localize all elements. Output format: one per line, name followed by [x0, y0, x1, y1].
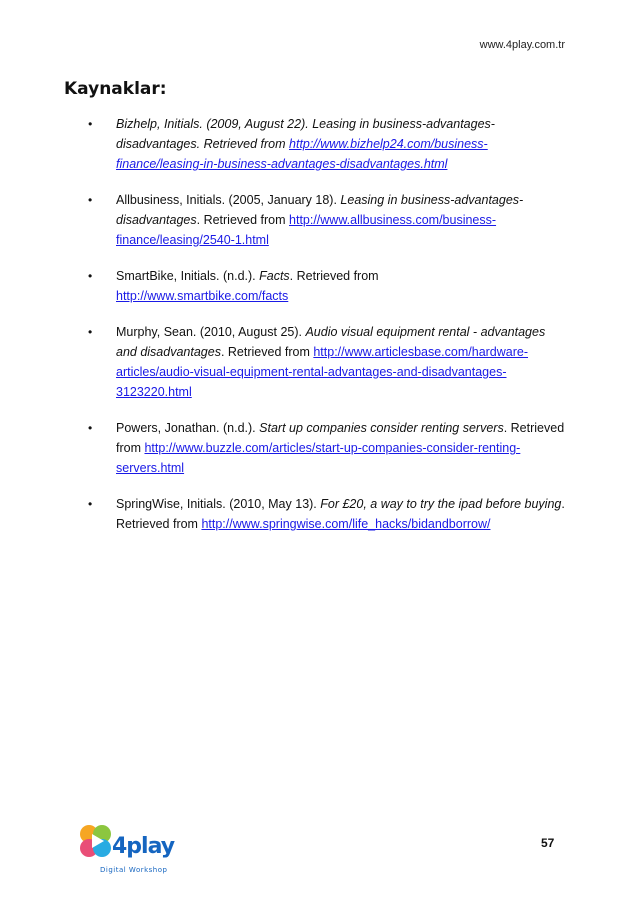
logo-tagline: Digital Workshop — [100, 866, 168, 874]
reference-title: Leasing in business-advantages-disadvantages — [116, 193, 524, 227]
reference-item — [88, 266, 568, 306]
reference-author: Powers, Jonathan. (n.d.). — [116, 421, 260, 435]
reference-item — [88, 418, 568, 478]
reference-title: Start up companies consider renting servers — [259, 421, 504, 435]
bullet-icon: • — [88, 117, 93, 131]
reference-link[interactable]: http://www.springwise.com/life_hacks/bidandborrow/ — [201, 517, 491, 531]
site-url: www.4play.com.tr — [479, 39, 565, 51]
reference-retrieved: . Retrieved from — [116, 497, 565, 531]
reference-item — [88, 114, 568, 174]
reference-link[interactable]: http://www.smartbike.com/facts — [116, 289, 289, 303]
bullet-icon: • — [88, 497, 93, 511]
reference-link[interactable]: http://www.buzzle.com/articles/start-up-companies-consider-renting-servers.html — [116, 441, 521, 475]
company-logo — [76, 822, 176, 882]
reference-retrieved: . Retrieved from — [196, 213, 290, 227]
reference-link[interactable]: http://www.allbusiness.com/business-finance/leasing/2540-1.html — [116, 213, 497, 247]
reference-link[interactable]: http://www.articlesbase.com/hardware-articles/audio-visual-equipment-rental-advantages-and-disadvantages-3123220.html — [116, 345, 529, 399]
reference-retrieved: . Retrieved from — [116, 421, 565, 455]
reference-title: Facts — [259, 269, 290, 283]
reference-author: SpringWise, Initials. (2010, May 13). — [116, 497, 321, 511]
reference-retrieved: . Retrieved from — [289, 269, 379, 283]
bullet-icon: • — [88, 193, 93, 207]
reference-author: Allbusiness, Initials. (2005, January 18). — [116, 193, 341, 207]
reference-item — [88, 494, 568, 534]
reference-retrieved: Retrieved from — [200, 137, 290, 151]
reference-title: Audio visual equipment rental - advantages and disadvantages — [116, 325, 546, 359]
logo-name: 4play — [112, 834, 175, 859]
reference-retrieved: . Retrieved from — [220, 345, 314, 359]
page-heading: Kaynaklar: — [64, 79, 167, 99]
reference-author: SmartBike, Initials. (n.d.). — [116, 269, 260, 283]
page-number: 57 — [541, 836, 555, 850]
reference-item — [88, 322, 568, 402]
reference-item — [88, 190, 568, 250]
reference-title: Leasing in business-advantages-disadvantages. — [116, 117, 495, 151]
bullet-icon: • — [88, 325, 93, 339]
reference-title: For £20, a way to try the ipad before buying — [320, 497, 562, 511]
bullet-icon: • — [88, 421, 93, 435]
reference-link[interactable]: http://www.bizhelp24.com/business-finance/leasing-in-business-advantages-disadvantages.html — [116, 137, 488, 171]
bullet-icon: • — [88, 269, 93, 283]
reference-author: Bizhelp, Initials. (2009, August 22). — [116, 117, 313, 131]
reference-list — [88, 114, 568, 550]
reference-author: Murphy, Sean. (2010, August 25). — [116, 325, 306, 339]
